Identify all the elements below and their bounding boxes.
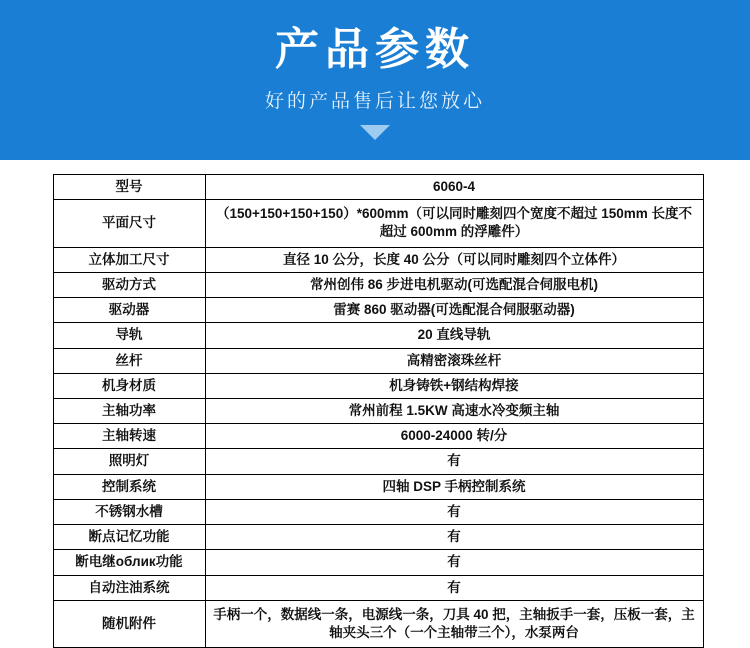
spec-value: 常州创伟 86 步进电机驱动(可选配混合伺服电机) [205,272,703,297]
spec-label: 立体加工尺寸 [53,247,205,272]
spec-value: 有 [205,525,703,550]
spec-value: （150+150+150+150）*600mm（可以同时雕刻四个宽度不超过 150mm 长度不超过 600mm 的浮雕件） [205,200,703,247]
table-row [53,449,703,474]
table-row [53,600,703,647]
spec-value: 有 [205,449,703,474]
spec-label: 型号 [53,175,205,200]
table-row [53,373,703,398]
spec-value: 四轴 DSP 手柄控制系统 [205,474,703,499]
table-row [53,525,703,550]
table-row [53,298,703,323]
spec-label: 断点记忆功能 [53,525,205,550]
spec-value: 高精密滚珠丝杆 [205,348,703,373]
table-row [53,323,703,348]
table-row [53,550,703,575]
table-row [53,499,703,524]
table-row [53,348,703,373]
spec-label: 不锈钢水槽 [53,499,205,524]
table-row [53,175,703,200]
spec-value: 常州前程 1.5KW 高速水冷变频主轴 [205,398,703,423]
spec-label: 主轴功率 [53,398,205,423]
spec-value: 6000-24000 转/分 [205,424,703,449]
spec-label: 驱动方式 [53,272,205,297]
chevron-down-icon [360,125,390,140]
spec-table-container [0,160,750,648]
spec-table [53,174,704,648]
table-row [53,424,703,449]
spec-label: 平面尺寸 [53,200,205,247]
spec-label: 驱动器 [53,298,205,323]
spec-value: 机身铸铁+钢结构焊接 [205,373,703,398]
spec-value: 有 [205,575,703,600]
table-row [53,474,703,499]
spec-value: 20 直线导轨 [205,323,703,348]
page-title: 产品参数 [275,25,475,74]
spec-value: 有 [205,499,703,524]
page-banner [0,0,750,160]
spec-label: 断电继облик功能 [53,550,205,575]
table-row [53,575,703,600]
page-subtitle: 好的产品售后让您放心 [264,91,485,113]
spec-value: 直径 10 公分，长度 40 公分（可以同时雕刻四个立体件） [205,247,703,272]
spec-label: 照明灯 [53,449,205,474]
spec-value: 手柄一个，数据线一条，电源线一条，刀具 40 把，主轴扳手一套，压板一套，主轴夹头三个（一个主轴带三个），水泵两台 [205,600,703,647]
spec-label: 主轴转速 [53,424,205,449]
table-row [53,200,703,247]
spec-value: 有 [205,550,703,575]
spec-label: 控制系统 [53,474,205,499]
spec-value: 雷赛 860 驱动器(可选配混合伺服驱动器) [205,298,703,323]
spec-label: 导轨 [53,323,205,348]
table-row [53,272,703,297]
spec-value: 6060-4 [205,175,703,200]
spec-label: 随机附件 [53,600,205,647]
spec-label: 自动注油系统 [53,575,205,600]
table-row [53,398,703,423]
spec-table-body [53,175,703,648]
table-row [53,247,703,272]
spec-label: 机身材质 [53,373,205,398]
spec-label: 丝杆 [53,348,205,373]
